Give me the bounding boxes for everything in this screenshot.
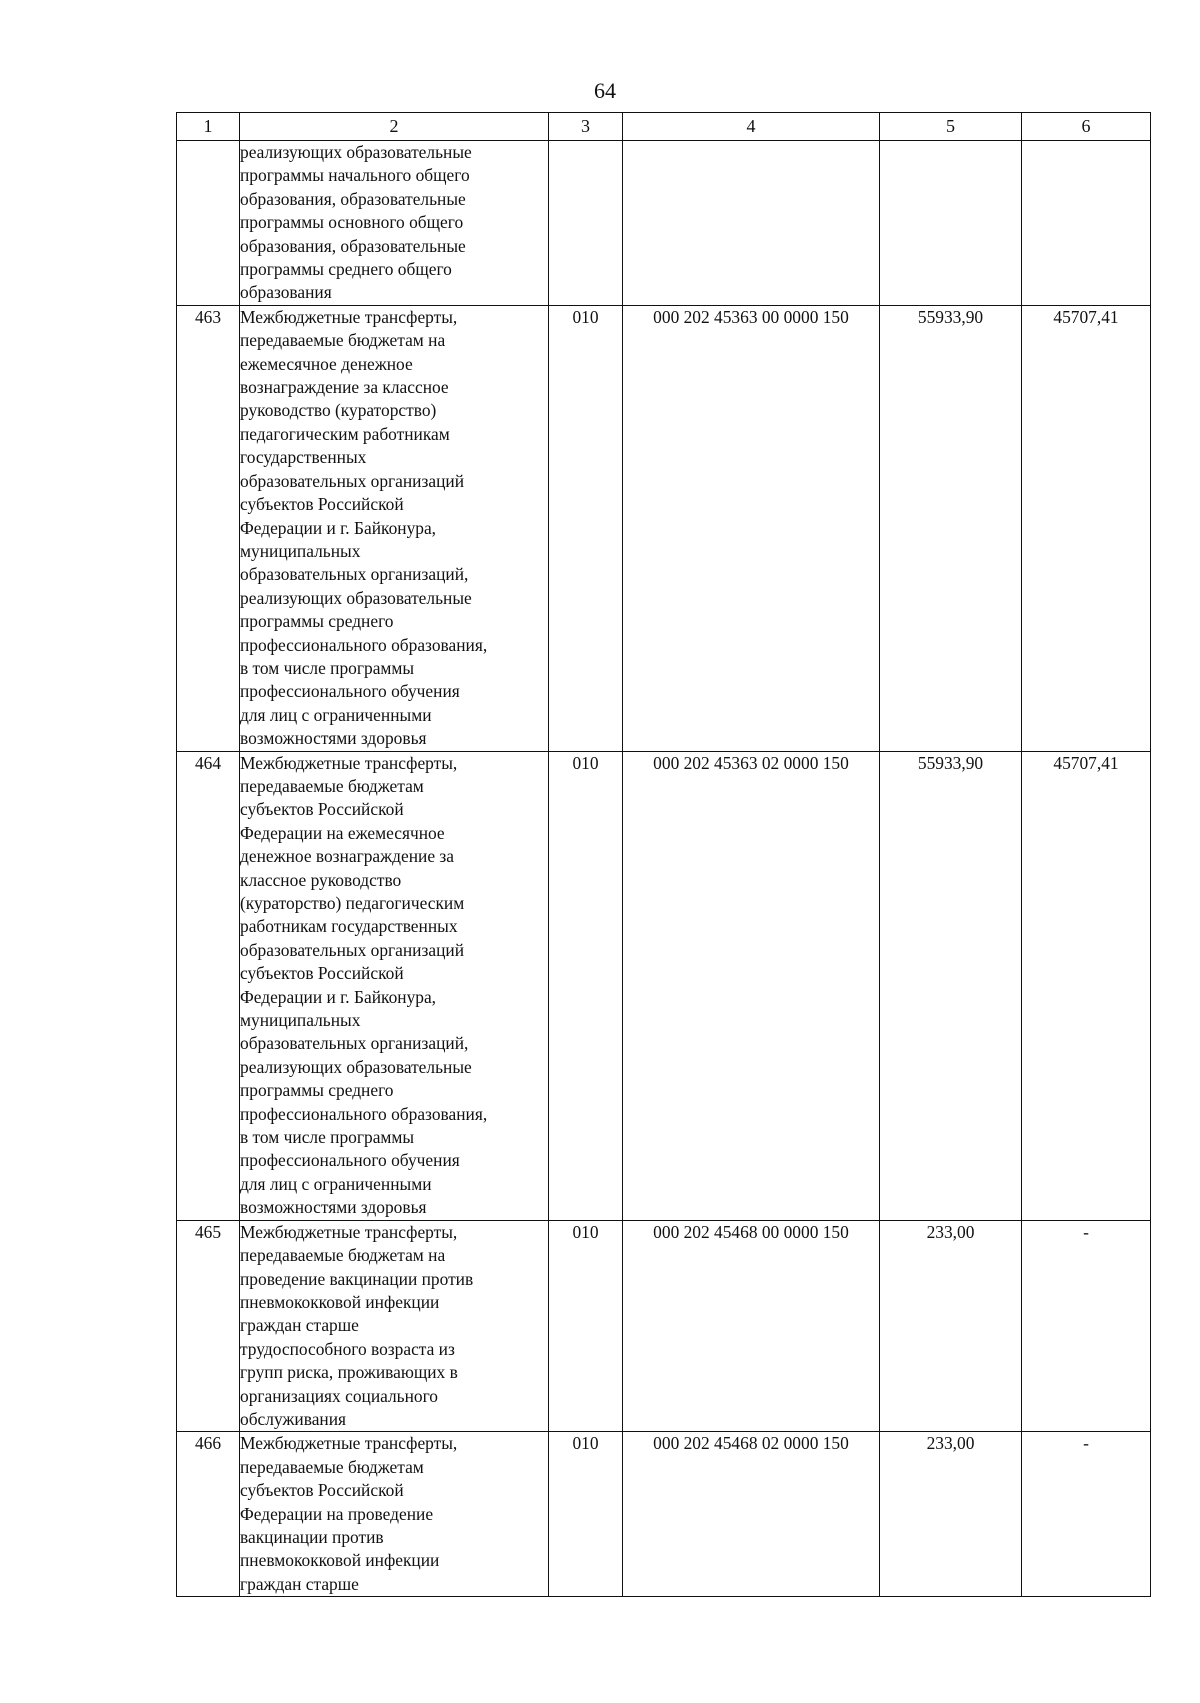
description-line: Межбюджетные трансферты,	[240, 306, 458, 327]
table-row	[177, 305, 1151, 751]
description-line: Межбюджетные трансферты,	[240, 1433, 458, 1454]
description-line: групп риска, проживающих в	[240, 1362, 458, 1383]
row-description	[240, 751, 549, 1220]
row-budget-classification-code: 000 202 45468 00 0000 150	[623, 1220, 880, 1432]
table-body	[177, 141, 1151, 1597]
description-line: (кураторство) педагогическим	[240, 893, 465, 913]
description-line: реализующих образовательные	[240, 1056, 472, 1077]
description-line: Федерации и г. Байконура,	[240, 986, 437, 1007]
description-line: образовательных организаций,	[240, 564, 469, 585]
description-line: передаваемые бюджетам	[240, 1456, 424, 1477]
row-amount-col5	[880, 141, 1022, 306]
description-line: муниципальных	[240, 540, 361, 561]
row-amount-col6: -	[1022, 1220, 1151, 1432]
column-header: 2	[240, 113, 549, 141]
description-line: образования, образовательные	[240, 188, 466, 209]
row-amount-col6: -	[1022, 1432, 1151, 1597]
row-code: 010	[549, 305, 623, 751]
row-amount-col6	[1022, 141, 1151, 306]
row-code: 010	[549, 751, 623, 1220]
description-line: программы среднего	[240, 611, 394, 632]
row-description	[240, 1432, 549, 1597]
description-line: пневмококковой инфекции	[240, 1550, 440, 1571]
description-line: субъектов Российской	[240, 963, 404, 984]
table-row	[177, 141, 1151, 306]
description-line: возможностями здоровья	[240, 728, 427, 749]
column-header: 6	[1022, 113, 1151, 141]
description-line: профессионального обучения	[240, 1150, 460, 1171]
description-line: классное руководство	[240, 869, 402, 890]
description-line: профессионального образования,	[240, 1103, 488, 1124]
table-row	[177, 1220, 1151, 1432]
row-budget-classification-code	[623, 141, 880, 306]
description-line: Межбюджетные трансферты,	[240, 752, 458, 773]
description-line: программы основного общего	[240, 212, 464, 233]
column-header: 3	[549, 113, 623, 141]
column-header: 5	[880, 113, 1022, 141]
column-header: 1	[177, 113, 240, 141]
description-line: Межбюджетные трансферты,	[240, 1221, 458, 1242]
description-line: образования, образовательные	[240, 235, 466, 256]
description-line: работникам государственных	[240, 916, 458, 937]
description-line: субъектов Российской	[240, 1480, 404, 1501]
description-line: субъектов Российской	[240, 494, 404, 515]
description-line: образования	[240, 282, 332, 303]
table-header-row	[177, 113, 1151, 141]
row-budget-classification-code: 000 202 45363 00 0000 150	[623, 305, 880, 751]
description-line: денежное вознаграждение за	[240, 846, 454, 867]
description-line: для лиц с ограниченными	[240, 704, 432, 725]
description-line: программы среднего общего	[240, 259, 452, 280]
description-line: реализующих образовательные	[240, 587, 472, 608]
row-amount-col5: 55933,90	[880, 305, 1022, 751]
description-line: для лиц с ограниченными	[240, 1173, 432, 1194]
description-line: образовательных организаций	[240, 939, 464, 960]
description-line: профессионального обучения	[240, 681, 460, 702]
description-line: образовательных организаций	[240, 470, 464, 491]
row-description	[240, 1220, 549, 1432]
description-line: граждан старше	[240, 1315, 359, 1336]
row-code: 010	[549, 1432, 623, 1597]
description-line: вознаграждение за классное	[240, 377, 449, 398]
description-line: обслуживания	[240, 1408, 347, 1429]
page-number: 64	[594, 78, 616, 103]
table-row	[177, 1432, 1151, 1597]
description-line: пневмококковой инфекции	[240, 1291, 440, 1312]
description-line: программы среднего	[240, 1080, 394, 1101]
row-number	[177, 141, 240, 306]
row-amount-col5: 233,00	[880, 1432, 1022, 1597]
description-line: реализующих образовательные	[240, 142, 472, 162]
row-description	[240, 141, 549, 306]
budget-table	[176, 112, 1151, 1597]
row-number: 464	[177, 751, 240, 1220]
row-code: 010	[549, 1220, 623, 1432]
description-line: Федерации и г. Байконура,	[240, 517, 437, 538]
description-line: передаваемые бюджетам на	[240, 330, 446, 351]
row-amount-col5: 55933,90	[880, 751, 1022, 1220]
description-line: субъектов Российской	[240, 799, 404, 820]
row-amount-col6: 45707,41	[1022, 305, 1151, 751]
row-budget-classification-code: 000 202 45468 02 0000 150	[623, 1432, 880, 1597]
row-amount-col5: 233,00	[880, 1220, 1022, 1432]
description-line: в том числе программы	[240, 1127, 415, 1148]
table-row	[177, 751, 1151, 1220]
description-line: вакцинации против	[240, 1526, 384, 1547]
column-header: 4	[623, 113, 880, 141]
description-line: передаваемые бюджетам на	[240, 1245, 446, 1266]
row-number: 466	[177, 1432, 240, 1597]
description-line: образовательных организаций,	[240, 1033, 469, 1054]
description-line: организациях социального	[240, 1385, 439, 1406]
description-line: в том числе программы	[240, 657, 415, 678]
row-description	[240, 305, 549, 751]
row-number: 465	[177, 1220, 240, 1432]
row-code	[549, 141, 623, 306]
row-amount-col6: 45707,41	[1022, 751, 1151, 1220]
description-line: педагогическим работникам	[240, 423, 450, 444]
row-number: 463	[177, 305, 240, 751]
description-line: Федерации на ежемесячное	[240, 822, 445, 843]
description-line: профессионального образования,	[240, 634, 488, 655]
description-line: Федерации на проведение	[240, 1503, 434, 1524]
description-line: руководство (кураторство)	[240, 400, 437, 421]
description-line: возможностями здоровья	[240, 1197, 427, 1218]
row-budget-classification-code: 000 202 45363 02 0000 150	[623, 751, 880, 1220]
description-line: государственных	[240, 447, 367, 468]
description-line: трудоспособного возраста из	[240, 1338, 455, 1359]
description-line: граждан старше	[240, 1573, 359, 1594]
description-line: проведение вакцинации против	[240, 1268, 474, 1289]
description-line: муниципальных	[240, 1010, 361, 1031]
description-line: ежемесячное денежное	[240, 353, 413, 374]
description-line: программы начального общего	[240, 165, 470, 186]
description-line: передаваемые бюджетам	[240, 775, 424, 796]
